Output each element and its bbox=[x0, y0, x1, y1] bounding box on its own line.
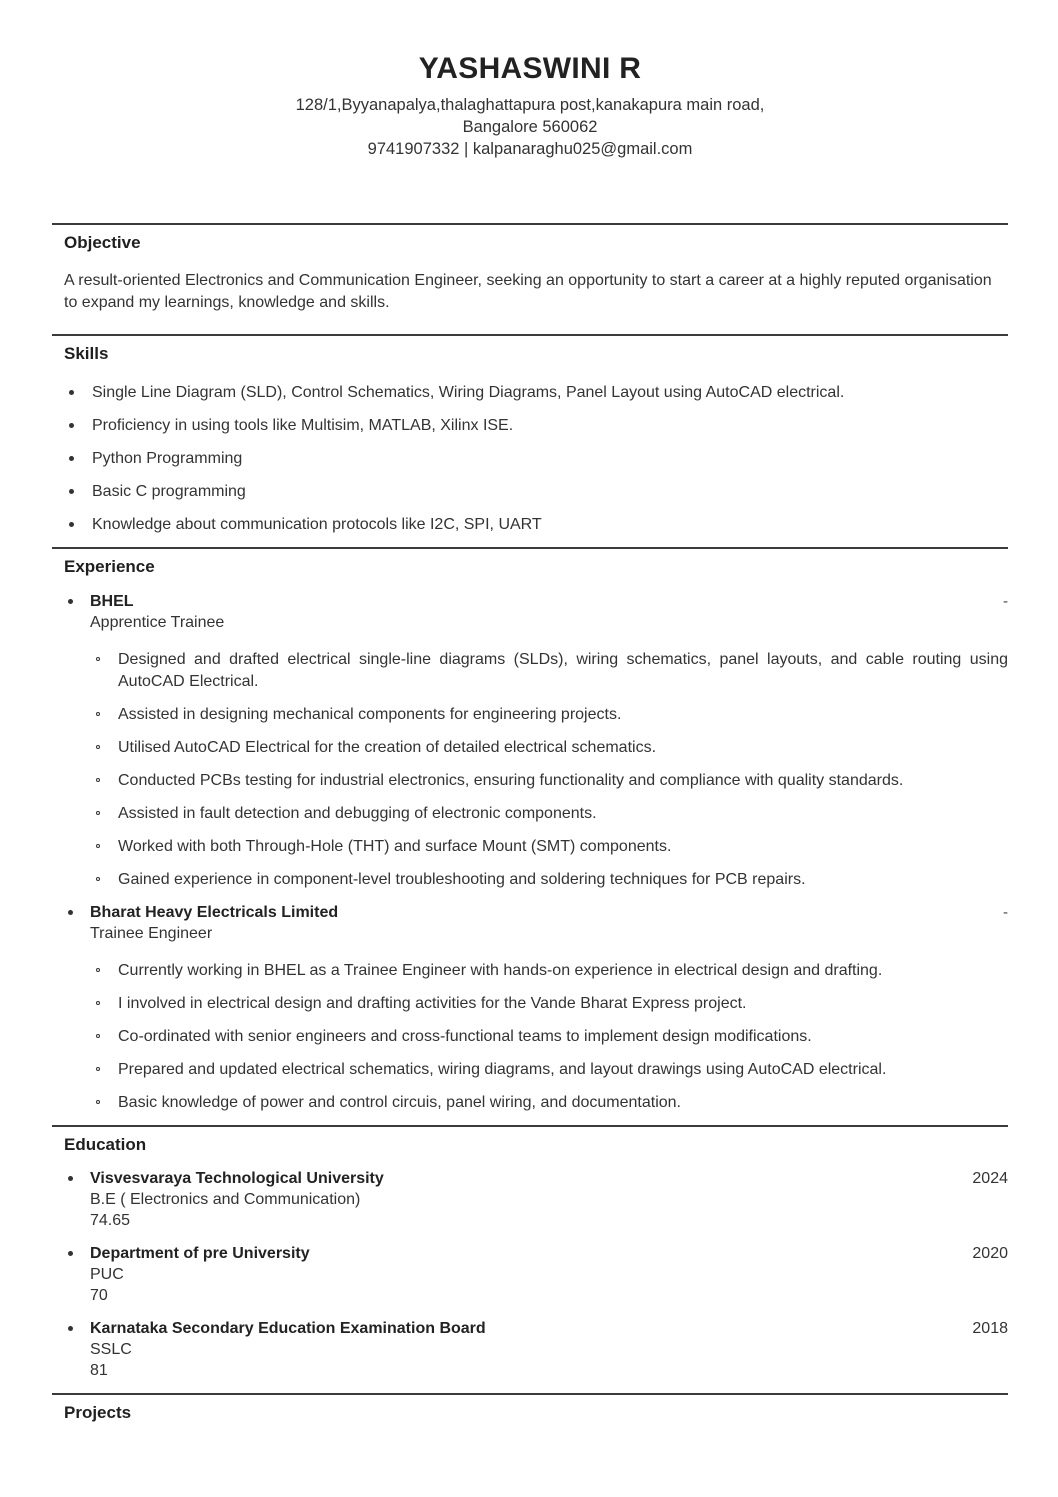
education-year: 2018 bbox=[972, 1320, 1008, 1337]
objective-text: A result-oriented Electronics and Communication Engineer, seeking an opportunity to start a career at a highly reputed organisation to expand my learnings, knowledge and skills. bbox=[64, 272, 992, 311]
education-score: 70 bbox=[90, 1287, 108, 1304]
skill-text: Knowledge about communication protocols like I2C, SPI, UART bbox=[92, 516, 542, 533]
education-entry bbox=[52, 1168, 1008, 1231]
job-header bbox=[90, 591, 1008, 612]
section-title-education: Education bbox=[64, 1135, 147, 1154]
education-score: 74.65 bbox=[90, 1212, 131, 1229]
job-bullet-text: Basic knowledge of power and control circuis, panel wiring, and documentation. bbox=[118, 1094, 681, 1111]
section-title-objective: Objective bbox=[64, 233, 141, 252]
bullet-dot-icon bbox=[69, 489, 74, 494]
list-item bbox=[90, 737, 1008, 759]
education-header bbox=[90, 1168, 1008, 1189]
section-projects bbox=[52, 1393, 1008, 1423]
resume-name: YASHASWINI R bbox=[418, 52, 642, 85]
bullet-dot-icon bbox=[69, 423, 74, 428]
bullet-dot-icon bbox=[69, 522, 74, 527]
education-degree: SSLC bbox=[90, 1341, 132, 1358]
experience-entry bbox=[52, 902, 1008, 1114]
institution-name: Department of pre University bbox=[90, 1245, 310, 1262]
bullet-circle-icon bbox=[96, 1067, 100, 1071]
list-item bbox=[90, 836, 1008, 858]
list-item bbox=[52, 415, 1008, 437]
list-item bbox=[90, 1026, 1008, 1048]
resume-header bbox=[52, 0, 1008, 160]
skill-text: Single Line Diagram (SLD), Control Schematics, Wiring Diagrams, Panel Layout using AutoCAD electrical. bbox=[92, 384, 845, 401]
education-header bbox=[90, 1243, 1008, 1264]
education-header bbox=[90, 1318, 1008, 1339]
list-item bbox=[90, 770, 1008, 792]
list-item bbox=[90, 1092, 1008, 1114]
job-bullet-text: Designed and drafted electrical single-line diagrams (SLDs), wiring schematics, panel layouts, and cable routing using AutoCAD Electrical. bbox=[118, 651, 1008, 690]
bullet-dot-icon bbox=[68, 1176, 73, 1181]
section-title-experience: Experience bbox=[64, 557, 155, 576]
education-year: 2024 bbox=[972, 1170, 1008, 1187]
job-header bbox=[90, 902, 1008, 923]
list-item bbox=[90, 649, 1008, 693]
bullet-dot-icon bbox=[68, 910, 73, 915]
job-bullet-text: Co-ordinated with senior engineers and cross-functional teams to implement design modifications. bbox=[118, 1028, 812, 1045]
bullet-circle-icon bbox=[96, 1034, 100, 1038]
bullet-circle-icon bbox=[96, 811, 100, 815]
bullet-circle-icon bbox=[96, 657, 100, 661]
bullet-circle-icon bbox=[96, 745, 100, 749]
list-item bbox=[52, 382, 1008, 404]
job-bullet-text: I involved in electrical design and drafting activities for the Vande Bharat Express project. bbox=[118, 995, 747, 1012]
skills-list bbox=[52, 382, 1008, 536]
list-item bbox=[52, 448, 1008, 470]
bullet-dot-icon bbox=[68, 1326, 73, 1331]
job-dates: - bbox=[1003, 593, 1008, 610]
job-bullet-text: Currently working in BHEL as a Trainee Engineer with hands-on experience in electrical design and drafting. bbox=[118, 962, 883, 979]
list-item bbox=[90, 704, 1008, 726]
section-skills bbox=[52, 334, 1008, 536]
bullet-circle-icon bbox=[96, 968, 100, 972]
skill-text: Basic C programming bbox=[92, 483, 246, 500]
bullet-circle-icon bbox=[96, 1001, 100, 1005]
job-bullet-text: Assisted in fault detection and debugging of electronic components. bbox=[118, 805, 597, 822]
bullet-circle-icon bbox=[96, 712, 100, 716]
job-dates: - bbox=[1003, 904, 1008, 921]
section-education bbox=[52, 1125, 1008, 1381]
job-role: Trainee Engineer bbox=[90, 925, 213, 942]
list-item bbox=[52, 514, 1008, 536]
education-degree: PUC bbox=[90, 1266, 124, 1283]
list-item bbox=[52, 481, 1008, 503]
section-objective bbox=[52, 223, 1008, 314]
job-role: Apprentice Trainee bbox=[90, 614, 225, 631]
contact-line: 9741907332 | kalpanaraghu025@gmail.com bbox=[367, 140, 693, 158]
job-bullet-text: Gained experience in component-level troubleshooting and soldering techniques for PCB repairs. bbox=[118, 871, 806, 888]
section-experience bbox=[52, 547, 1008, 1114]
education-entry bbox=[52, 1243, 1008, 1306]
section-title-projects: Projects bbox=[64, 1403, 132, 1422]
bullet-dot-icon bbox=[68, 1251, 73, 1256]
list-item bbox=[90, 1059, 1008, 1081]
job-bullet-text: Prepared and updated electrical schematics, wiring diagrams, and layout drawings using AutoCAD electrical. bbox=[118, 1061, 887, 1078]
list-item bbox=[90, 803, 1008, 825]
experience-entry bbox=[52, 591, 1008, 891]
job-bullet-list bbox=[90, 649, 1008, 891]
job-bullet-text: Utilised AutoCAD Electrical for the creation of detailed electrical schematics. bbox=[118, 739, 657, 756]
job-bullet-text: Assisted in designing mechanical components for engineering projects. bbox=[118, 706, 622, 723]
bullet-dot-icon bbox=[69, 456, 74, 461]
job-bullet-text: Worked with both Through-Hole (THT) and surface Mount (SMT) components. bbox=[118, 838, 672, 855]
education-degree: B.E ( Electronics and Communication) bbox=[90, 1191, 361, 1208]
address-line-1: 128/1,Byyanapalya,thalaghattapura post,kanakapura main road, bbox=[295, 96, 765, 114]
job-bullet-text: Conducted PCBs testing for industrial electronics, ensuring functionality and compliance with quality standards. bbox=[118, 772, 904, 789]
skill-text: Proficiency in using tools like Multisim, MATLAB, Xilinx ISE. bbox=[92, 417, 514, 434]
address-line-2: Bangalore 560062 bbox=[462, 118, 598, 136]
bullet-circle-icon bbox=[96, 1100, 100, 1104]
address-block bbox=[52, 94, 1008, 160]
list-item bbox=[90, 960, 1008, 982]
education-list bbox=[52, 1168, 1008, 1381]
company-name: BHEL bbox=[90, 593, 134, 610]
bullet-dot-icon bbox=[68, 599, 73, 604]
bullet-circle-icon bbox=[96, 877, 100, 881]
institution-name: Karnataka Secondary Education Examination Board bbox=[90, 1320, 486, 1337]
bullet-circle-icon bbox=[96, 844, 100, 848]
education-score: 81 bbox=[90, 1362, 108, 1379]
list-item bbox=[90, 993, 1008, 1015]
skill-text: Python Programming bbox=[92, 450, 243, 467]
education-entry bbox=[52, 1318, 1008, 1381]
bullet-circle-icon bbox=[96, 778, 100, 782]
job-bullet-list bbox=[90, 960, 1008, 1114]
bullet-dot-icon bbox=[69, 390, 74, 395]
section-title-skills: Skills bbox=[64, 344, 109, 363]
institution-name: Visvesvaraya Technological University bbox=[90, 1170, 384, 1187]
list-item bbox=[90, 869, 1008, 891]
company-name: Bharat Heavy Electricals Limited bbox=[90, 904, 339, 921]
education-year: 2020 bbox=[972, 1245, 1008, 1262]
